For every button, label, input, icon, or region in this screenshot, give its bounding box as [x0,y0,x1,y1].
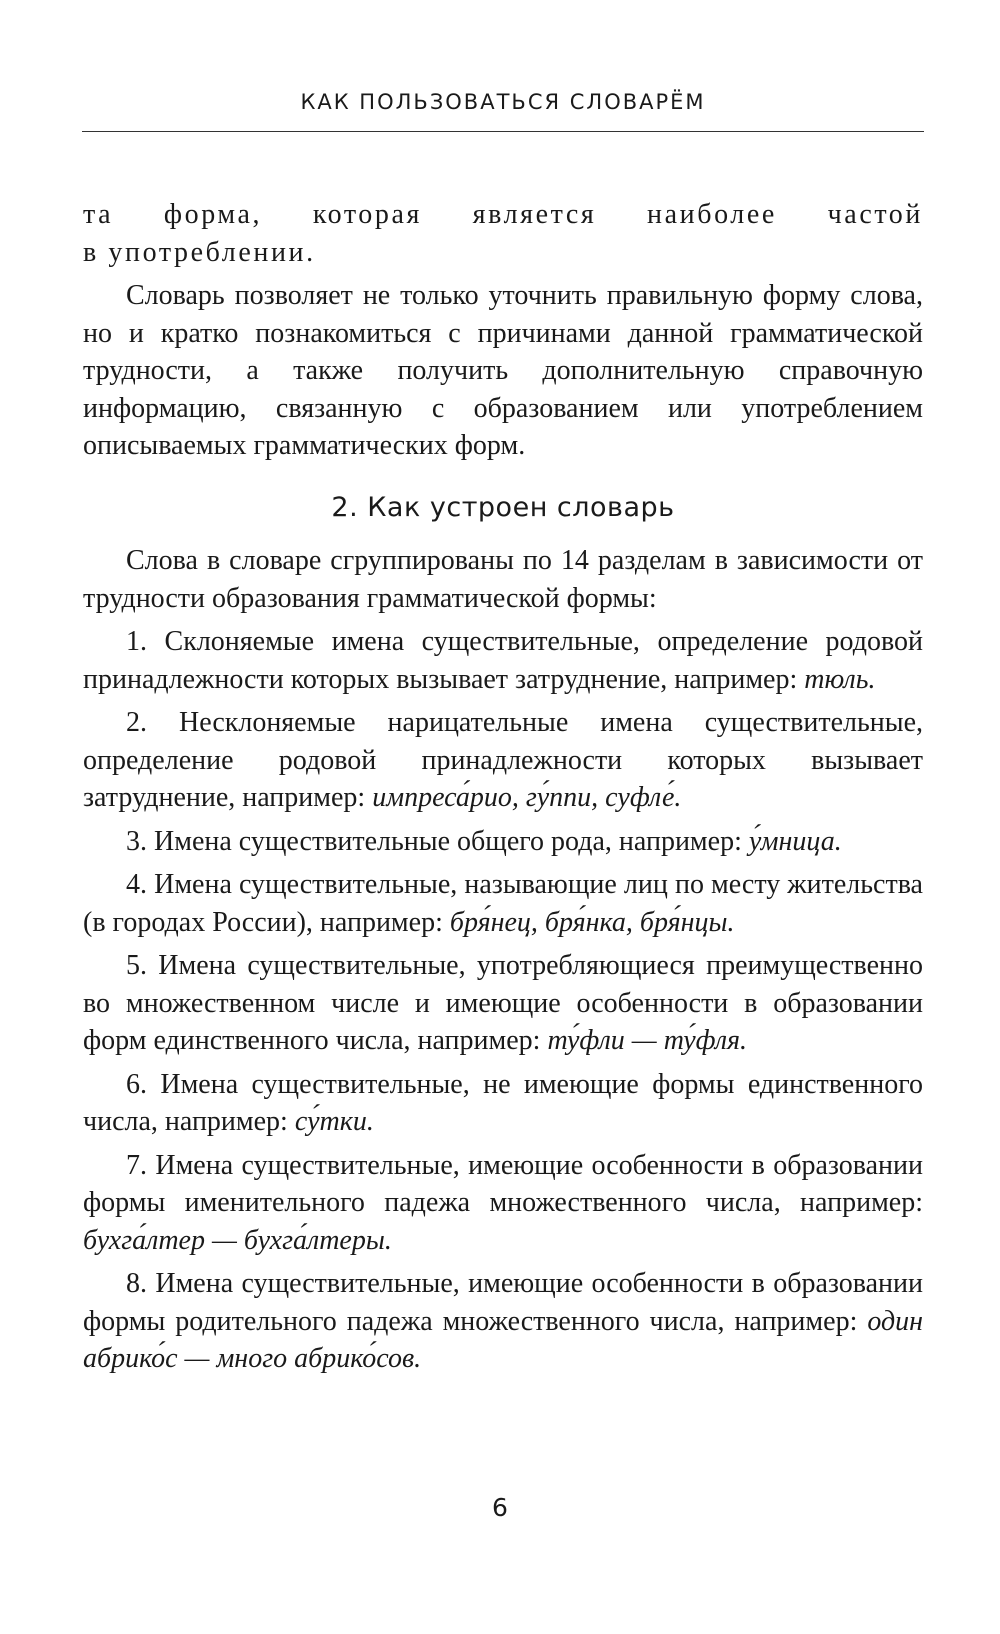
list-item [83,866,923,941]
list-item-text: 3. Имена существительные общего рода, например: [126,825,749,857]
list-item [83,947,923,1060]
list-item [83,704,923,817]
list-item-text: 7. Имена существительные, имеющие особенности в образовании формы именительного падежа множественного числа, например: [83,1149,923,1218]
list-item-text: 8. Имена существительные, имеющие особенности в образовании формы родительного падежа множественного числа, например: [83,1268,923,1337]
section-lead-paragraph: Слова в словаре сгруппированы по 14 разделам в зависимости от трудности образования грамматической формы: [83,545,923,614]
list-item-text: 5. Имена существительные, употребляющиеся преимущественно во множественном числе и имеющие особенности в образовании форм единственного числа, например: [83,950,923,1056]
section-heading: 2. Как устроен словарь [331,491,675,523]
continuation-line: та форма, которая является наиболее частой [83,199,923,230]
list-item-example: импреса́рио, гу́ппи, суфле́. [372,782,682,813]
list-item-example: у́мница. [748,825,842,857]
list-item-example: бухга́лтер — бухга́лтеры. [83,1224,392,1256]
page-body [83,196,923,1378]
continuation-line: в употреблении. [83,236,316,268]
list-item [83,823,923,861]
list-item-example: су́тки. [294,1106,374,1137]
list-item-text: 4. Имена существительные, называющие лиц по месту жительства (в городах России), например: [83,869,923,938]
list-item-text: 1. Склоняемые имена существительные, определение родовой принадлежности которых вызывает затруднение, например: [83,626,923,695]
list-item [83,1147,923,1260]
running-head: КАК ПОЛЬЗОВАТЬСЯ СЛОВАРЁМ [300,90,706,114]
intro-paragraph: Словарь позволяет не только уточнить правильную форму слова, но и кратко познакомиться с причинами данной грамматической трудности, а также получить дополнительную справочную информацию, связанную с образованием или употреблением описываемых грамматических форм. [83,280,923,461]
list-item-example: бря́нец, бря́нка, бря́нцы. [449,906,735,938]
list-item-example: тюль. [804,663,876,695]
list-item-text: 6. Имена существительные, не имеющие формы единственного числа, например: [83,1068,923,1137]
list-item [83,1066,923,1141]
list-item-text: 2. Несклоняемые нарицательные имена существительные, определение родовой принадлежности которых вызывает затруднение, например: [83,707,923,813]
list-item [83,1265,923,1378]
list-item [83,623,923,698]
list-item-example: ту́фли — ту́фля. [547,1025,748,1056]
header-rule [82,131,924,132]
list-item-example: один абрико́с — много абрико́сов. [83,1305,923,1374]
page-number: 6 [492,1493,508,1522]
